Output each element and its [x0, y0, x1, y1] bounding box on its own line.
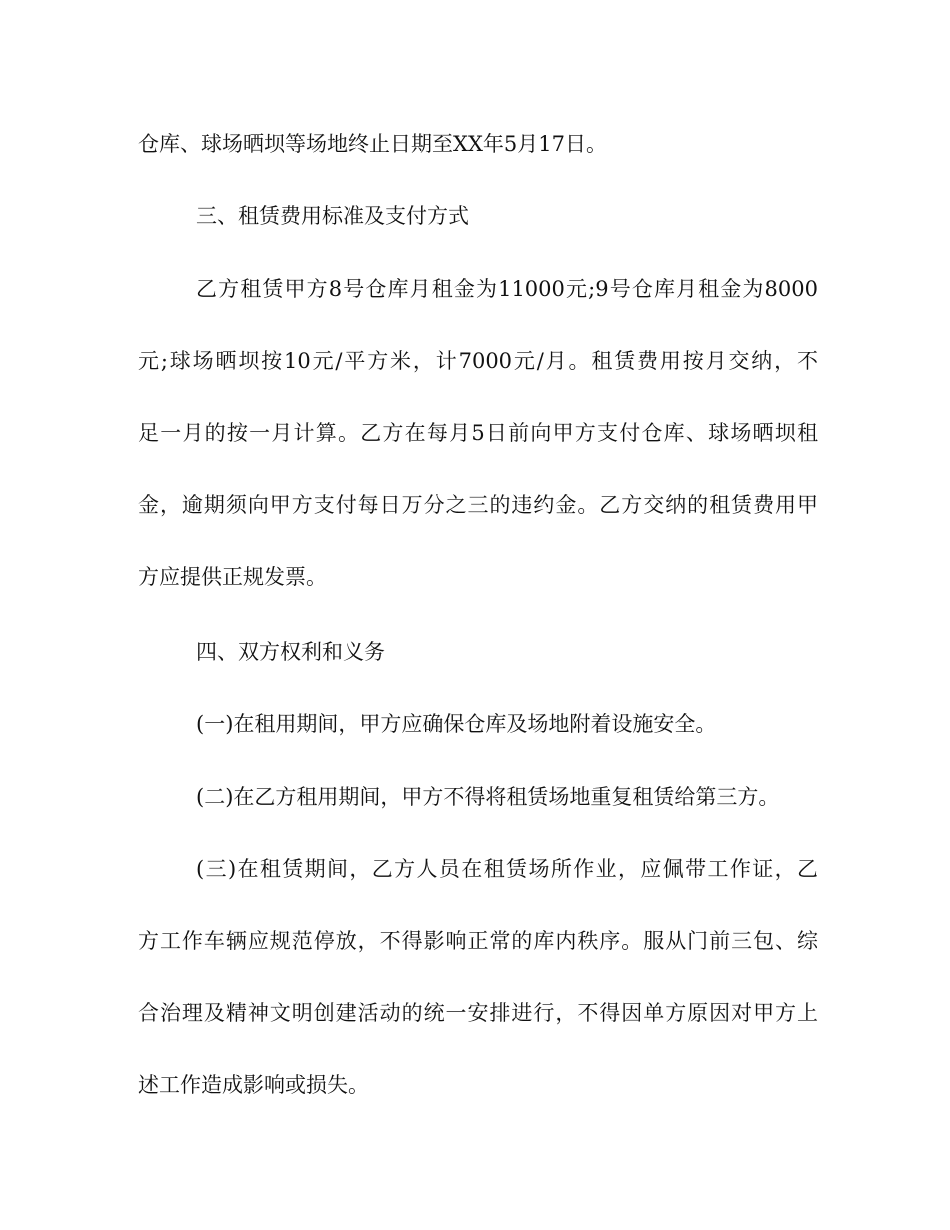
text-line: 方应提供正规发票。 — [138, 565, 327, 589]
text-line: 乙方租赁甲方8号仓库月租金为11000元;9号仓库月租金为8000 — [196, 277, 818, 301]
text-line: 合治理及精神文明创建活动的统一安排进行，不得因单方原因对甲方上 — [138, 1001, 818, 1025]
text-line: 足一月的按一月计算。乙方在每月5日前向甲方支付仓库、球场晒坝租 — [138, 421, 818, 445]
text-line: 仓库、球场晒坝等场地终止日期至XX年5月17日。 — [138, 132, 607, 156]
text-line: 述工作造成影响或损失。 — [138, 1073, 369, 1097]
section-heading: 四、双方权利和义务 — [196, 640, 385, 664]
list-item: (一)在租用期间，甲方应确保仓库及场地附着设施安全。 — [196, 712, 717, 736]
text-line: 元;球场晒坝按10元/平方米，计7000元/月。租赁费用按月交纳，不 — [138, 349, 818, 373]
text-line: 方工作车辆应规范停放，不得影响正常的库内秩序。服从门前三包、综 — [138, 929, 818, 953]
list-item: (二)在乙方租用期间，甲方不得将租赁场地重复租赁给第三方。 — [196, 785, 780, 809]
section-heading: 三、租赁费用标准及支付方式 — [196, 204, 469, 228]
list-item: (三)在租赁期间，乙方人员在租赁场所作业，应佩带工作证，乙 — [196, 857, 818, 881]
text-line: 金，逾期须向甲方支付每日万分之三的违约金。乙方交纳的租赁费用甲 — [138, 493, 818, 517]
